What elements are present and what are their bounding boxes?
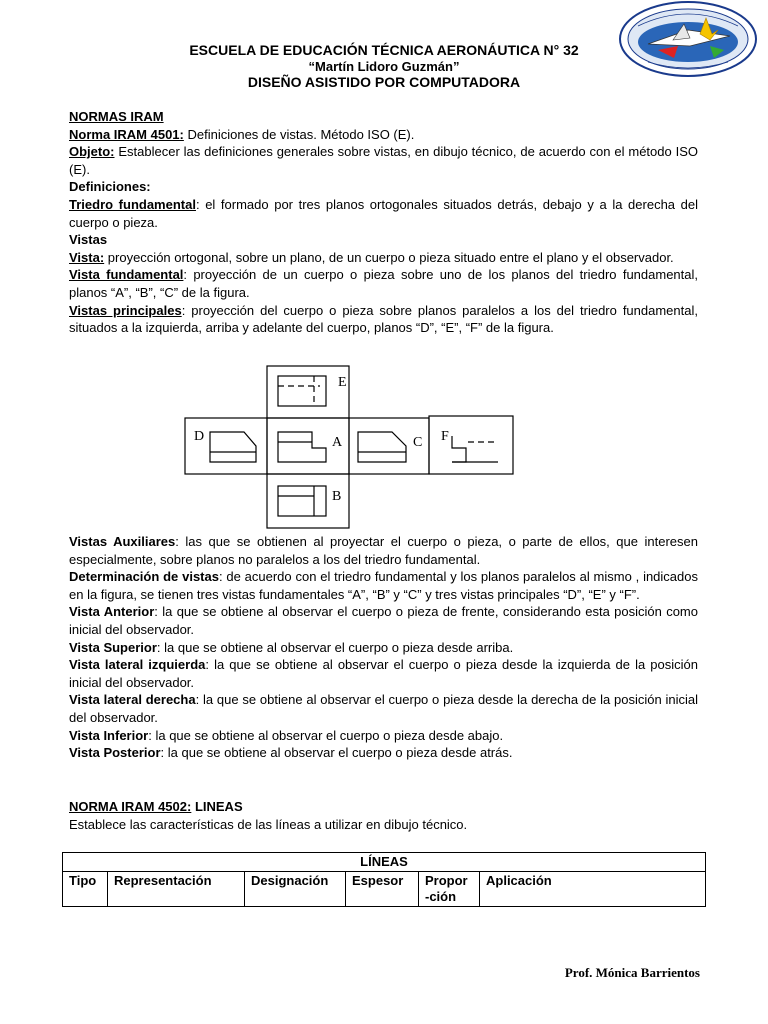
objeto-paragraph: Objeto: Establecer las definiciones generales sobre vistas, en dibujo técnico, de acuerdo con el método ISO (E). <box>69 144 698 177</box>
vista-anterior-paragraph: Vista Anterior: la que se obtiene al observar el cuerpo o pieza de frente, considerando esta posición como inicial del observador. <box>69 604 698 637</box>
iram4501-paragraph: Norma IRAM 4501: Definiciones de vistas. Método ISO (E). <box>69 126 415 142</box>
vista-inferior-paragraph: Vista Inferior: la que se obtiene al observar el cuerpo o pieza desde abajo. <box>69 727 504 743</box>
iram4502-heading: NORMA IRAM 4502: LINEAS <box>69 799 243 814</box>
view-c-shape <box>358 432 406 462</box>
label-f: F <box>441 429 449 444</box>
document-body-top <box>69 108 698 337</box>
views-diagram <box>180 364 520 532</box>
vista-paragraph: Vista: proyección ortogonal, sobre un plano, de un cuerpo o pieza situado entre el plano y el observador. <box>69 249 674 265</box>
label-b: B <box>332 489 342 504</box>
school-patron: “Martín Lidoro Guzmán” <box>308 59 460 74</box>
vista-superior-paragraph: Vista Superior: la que se obtiene al observar el cuerpo o pieza desde arriba. <box>69 639 514 655</box>
section-title: NORMAS IRAM <box>69 109 164 124</box>
definiciones-heading: Definiciones: <box>69 179 151 195</box>
column-header-proporcion: Propor -ción <box>419 872 480 907</box>
view-a-shape <box>278 432 326 462</box>
plane-e-box <box>267 366 349 418</box>
triedro-paragraph: Triedro fundamental: el formado por tres planos ortogonales situados detrás, debajo y a la derecha del cuerpo o pieza. <box>69 196 698 230</box>
school-name: ESCUELA DE EDUCACIÓN TÉCNICA AERONÁUTICA N° 32 <box>189 42 579 58</box>
vistas-heading: Vistas <box>69 232 108 248</box>
column-header-tipo: Tipo <box>63 872 108 907</box>
vista-lateral-derecha-paragraph: Vista lateral derecha: la que se obtiene al observar el cuerpo o pieza desde la derecha de la posición inicial del observador. <box>69 692 698 725</box>
course-name: DISEÑO ASISTIDO POR COMPUTADORA <box>247 74 521 90</box>
vista-fundamental-paragraph: Vista fundamental: proyección de un cuerpo o pieza sobre uno de los planos del triedro fundamental, planos “A”, “B”, “C” de la figura. <box>69 267 698 300</box>
view-b-outline <box>278 486 326 516</box>
label-c: C <box>413 435 423 450</box>
view-d-shape <box>210 432 256 462</box>
vista-lateral-izquierda-paragraph: Vista lateral izquierda: la que se obtiene al observar el cuerpo o pieza desde la izquierda de la posición inicial del observador. <box>69 657 699 690</box>
column-header-espesor: Espesor <box>346 872 419 907</box>
vistas-auxiliares-paragraph: Vistas Auxiliares: las que se obtienen al proyectar el cuerpo o pieza, o parte de ellos, que interesen especialmente, sobre planos no paralelos a los del triedro fundamental. <box>69 534 698 567</box>
view-f-shape <box>452 436 466 462</box>
document-body-bottom <box>69 533 698 762</box>
plane-f-box <box>429 416 513 474</box>
table-title-row <box>63 853 706 872</box>
determinacion-paragraph: Determinación de vistas: de acuerdo con el triedro fundamental y los planos paralelos al mismo , indicados en la figura, se tienen tres vistas fundamentales “A”, “B” y “C” y tres vistas principales “D”, “E” y “F”. <box>69 569 698 602</box>
vistas-principales-paragraph: Vistas principales: proyección del cuerpo o pieza sobre planos paralelos a los del triedro fundamental, situados a la izquierda, arriba y adelante del cuerpo, planos “D”, “E”, “F” de la figura. <box>69 302 698 336</box>
author-signature: Prof. Mónica Barrientos <box>564 965 700 980</box>
column-header-designacion: Designación <box>245 872 346 907</box>
vista-posterior-paragraph: Vista Posterior: la que se obtiene al observar el cuerpo o pieza desde atrás. <box>69 745 513 761</box>
column-header-aplicacion: Aplicación <box>480 872 706 907</box>
plane-d-box <box>185 418 267 474</box>
table-title: LÍNEAS <box>63 853 706 872</box>
view-e-outline <box>278 376 326 406</box>
table-header-row <box>63 872 706 907</box>
iram4502-section <box>69 798 698 833</box>
label-e: E <box>338 375 347 390</box>
iram4502-description: Establece las características de las líneas a utilizar en dibujo técnico. <box>69 816 468 832</box>
label-a: A <box>332 435 343 450</box>
column-header-representacion: Representación <box>108 872 245 907</box>
label-d: D <box>194 429 205 444</box>
lineas-table <box>62 852 706 907</box>
document-header <box>60 42 708 91</box>
